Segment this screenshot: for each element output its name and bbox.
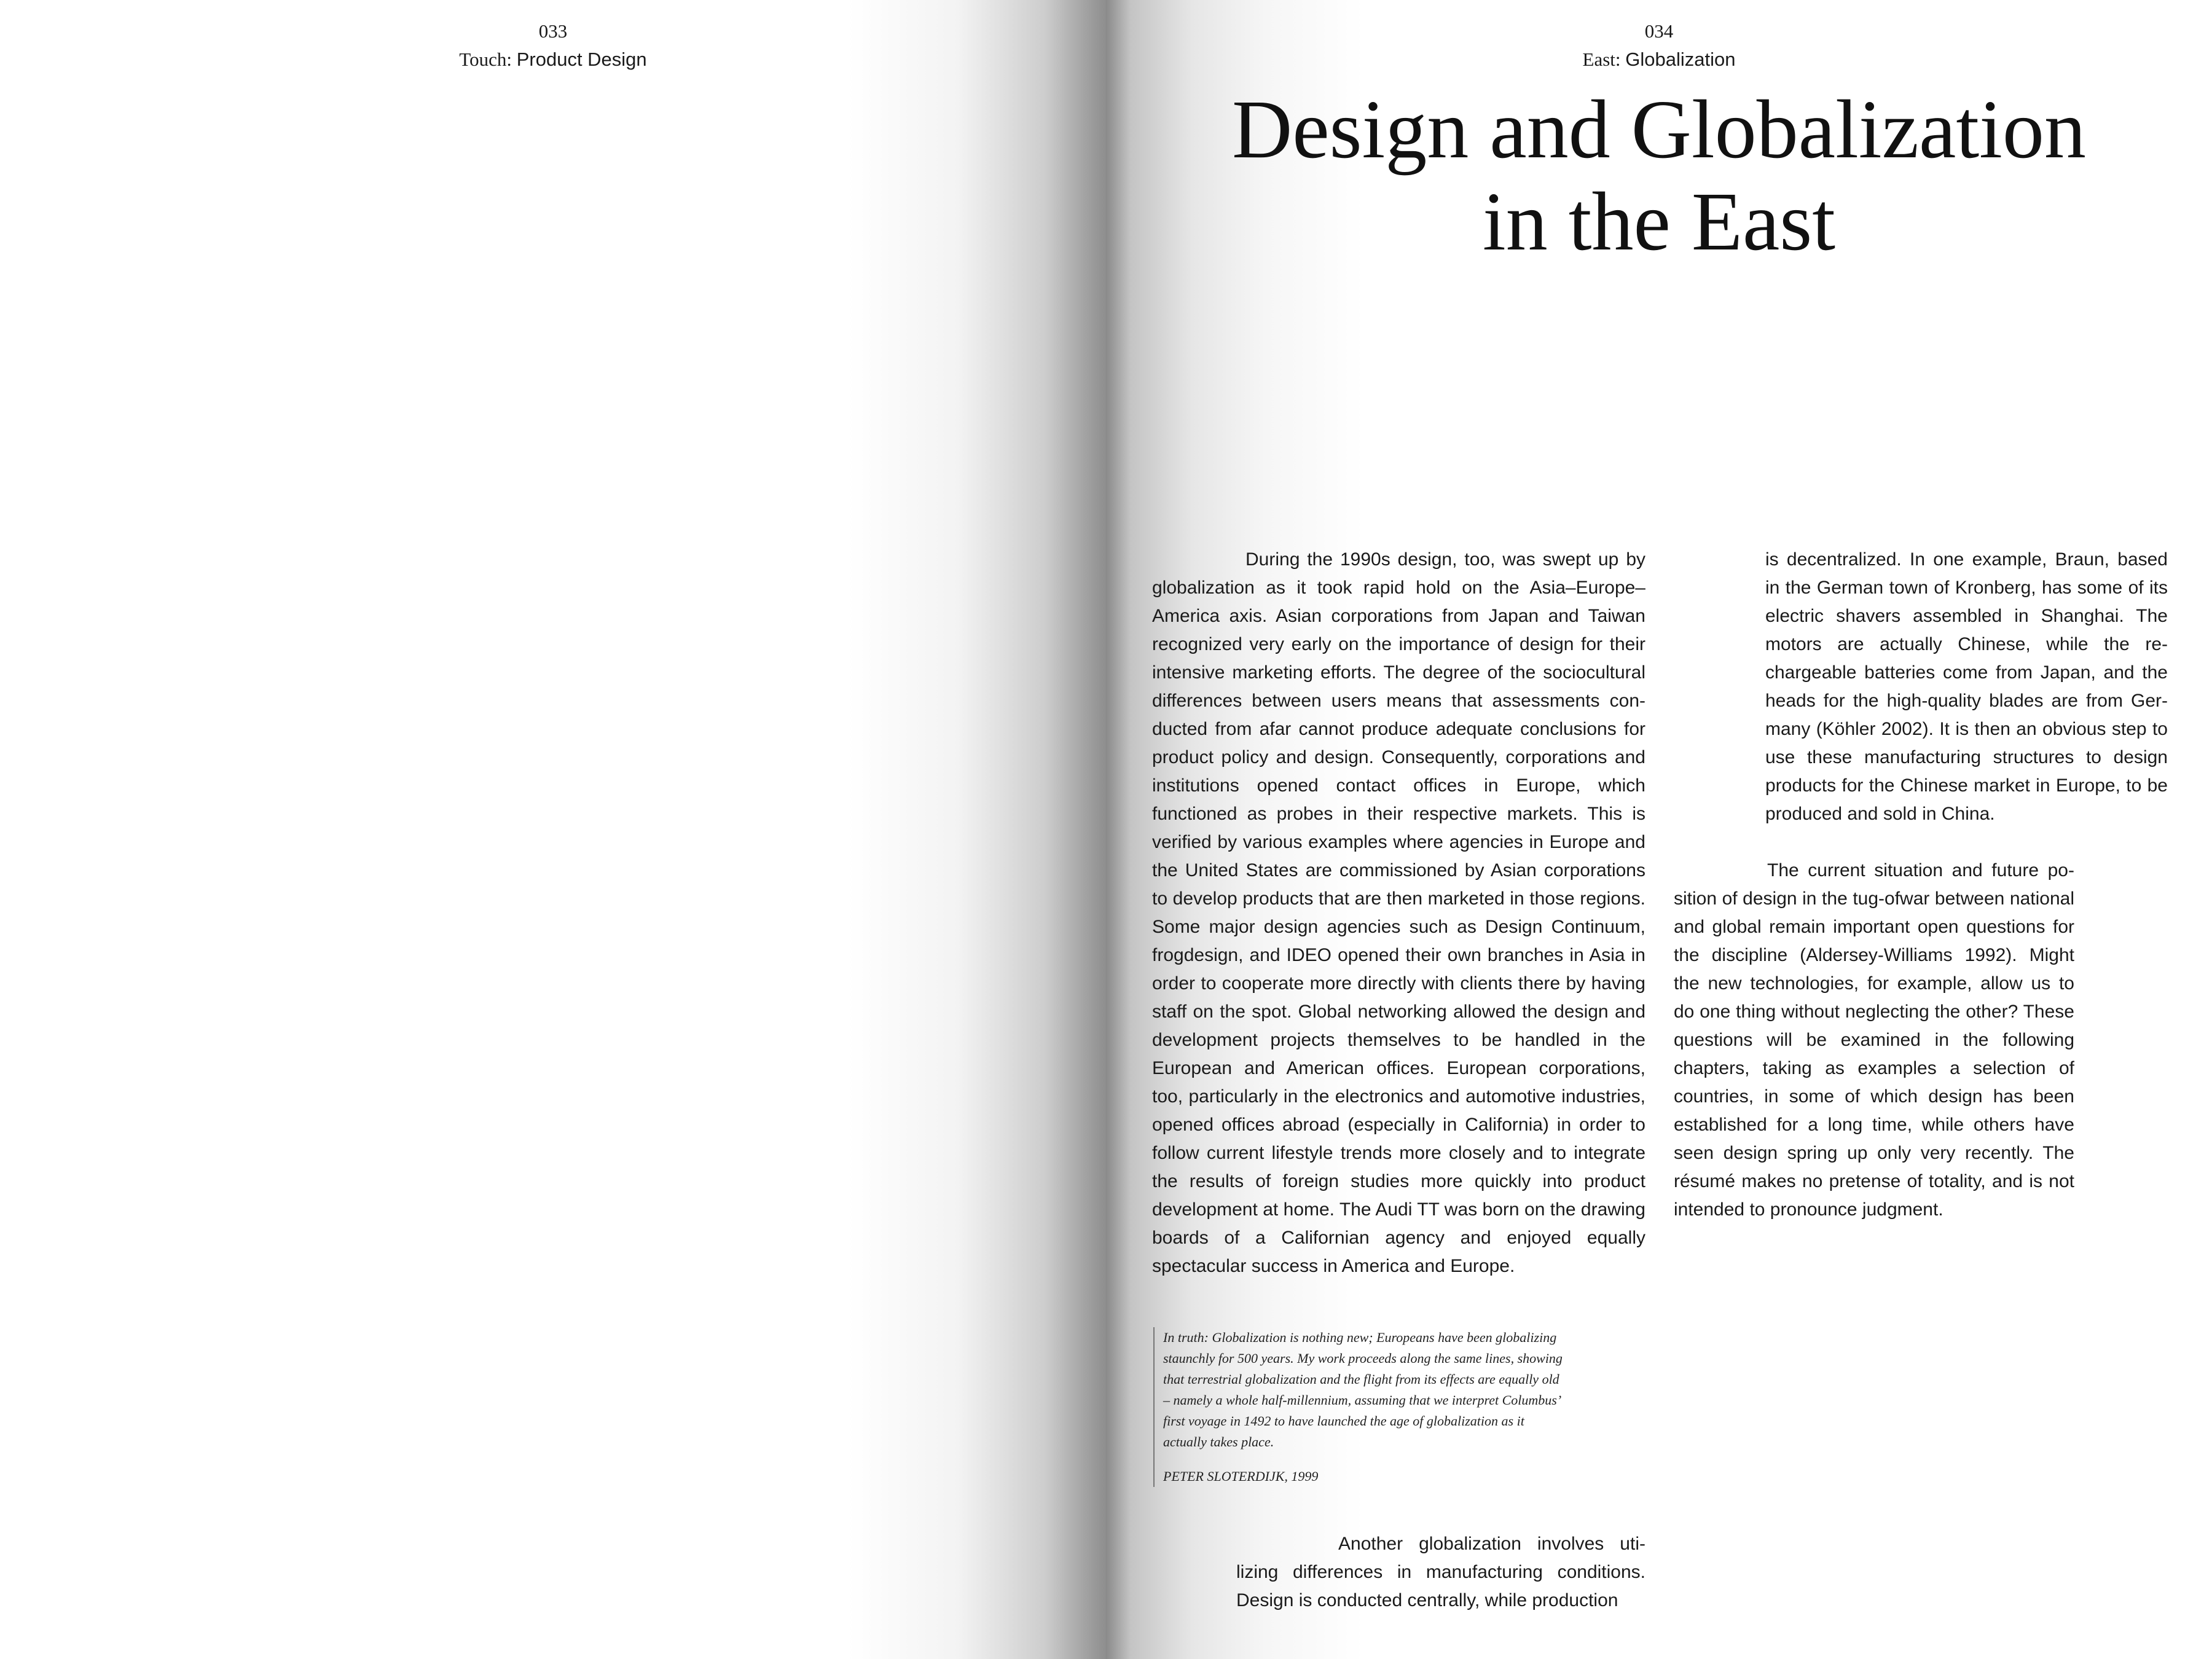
pull-quote-text: In truth: Globalization is nothing new; Europeans have been globalizing staunchly for 500 years. My work proceeds along the same lines, showing that terrestrial globalization and the flight from its effects are equally old – namely a whole half-millennium, assuming that we interpret Columbus’ first voyage in 1492 to have launched the age of globalization as it actually takes place.	[1163, 1330, 1563, 1449]
chapter-title-line-2: in the East	[1482, 176, 1836, 268]
left-section-label: Touch	[459, 49, 507, 70]
right-section-separator: :	[1615, 49, 1626, 70]
right-page-number: 034	[1644, 20, 1674, 42]
right-running-header	[1475, 17, 1843, 74]
chapter-title	[1167, 84, 2151, 268]
left-page-number: 033	[538, 20, 568, 42]
chapter-title-line-1: Design and Globalization	[1232, 84, 2086, 176]
body-column-right-top	[1765, 546, 2168, 828]
body-paragraph-2-start: Another globalization involves utilizing differences in manufacturing conditions. Design is conducted centrally, while production	[1236, 1534, 1645, 1610]
body-paragraph-3: The current situation and future position of design in the tug-ofwar between national and global remain important open questions for the discipline (Aldersey-Williams 1992). Might the new technologies, for example, allow us to do one thing without neglecting the other? These questions will be examined in the following chapters, taking as examples a selection of countries, in some of which design has been established for a long time, while others have seen design spring up only very recently. The résumé makes no pretense of totality, and is not intended to pronounce judgment.	[1674, 860, 2074, 1220]
body-column-right	[1674, 857, 2074, 1224]
pull-quote-author: PETER SLOTERDIJK, 1999	[1163, 1469, 1319, 1484]
left-section-separator: :	[506, 49, 517, 70]
body-column-left-bottom	[1236, 1530, 1645, 1615]
left-running-header	[369, 17, 737, 74]
body-paragraph-1: During the 1990s design, too, was swept up by globalization as it took rapid hold on the Asia–Europe–America axis. Asian corporations from Japan and Taiwan recognized very early on the importance of design for their intensive marketing efforts. The degree of the sociocultural differences between users means that assessments conducted from afar cannot produce adequate conclusions for product policy and design. Consequently, corporations and institutions opened contact offices in Europe, which functioned as probes in their respective markets. This is verified by various examples where agencies in Europe and the United States are commissioned by Asian corporations to develop products that are then marketed in those regions. Some major design agencies such as Design Continuum, frogdesign, and IDEO opened their own branches in Asia in order to cooperate more directly with clients there by having staff on the spot. Global networking allowed the design and development projects themselves to be handled in the European and American offices. European corporations, too, particularly in the electronics and automotive industries, opened offices abroad (especially in California) in order to follow current lifestyle trends more closely and to integrate the results of foreign studies more quickly into product development at home. The Audi TT was born on the drawing boards of a Californian agency and enjoyed equally spectacular success in America and Europe.	[1152, 549, 1645, 1276]
body-column-left	[1152, 546, 1645, 1281]
pull-quote	[1153, 1327, 1569, 1487]
right-section-label: East	[1582, 49, 1615, 70]
right-section-title: Globalization	[1625, 49, 1736, 70]
left-section-title: Product Design	[516, 49, 647, 70]
body-paragraph-2-continued: is decentralized. In one example, Braun, based in the German town of Kronberg, has some of its electric shavers assembled in Shanghai. The motors are actually Chinese, while the rechargeable batteries come from Japan, and the heads for the high-quality blades are from Germany (Köhler 2002). It is then an obvious step to use these manufacturing structures to design products for the Chinese market in Europe, to be produced and sold in China.	[1765, 549, 2168, 824]
